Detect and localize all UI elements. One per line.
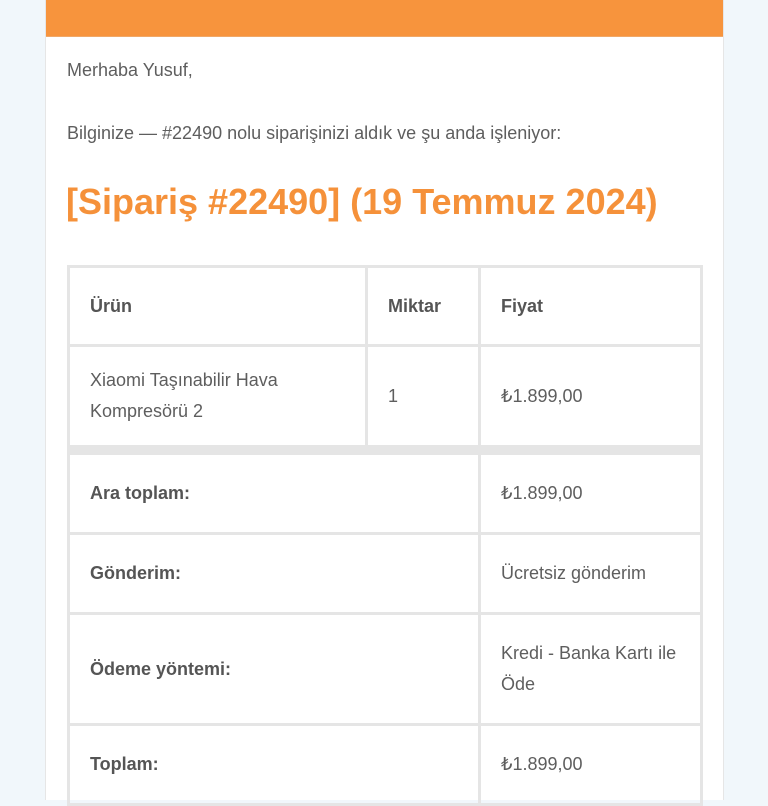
header-product: Ürün [69,267,367,346]
greeting-text: Merhaba Yusuf, [67,60,193,80]
total-row [69,725,702,805]
email-header-bar [46,0,723,37]
table-row [69,346,702,451]
header-quantity: Miktar [367,267,480,346]
payment-method-label: Ödeme yöntemi: [69,614,480,725]
payment-method-row [69,614,702,725]
item-product: Xiaomi Taşınabilir Hava Kompresörü 2 [69,346,367,451]
item-quantity: 1 [367,346,480,451]
total-value: ₺1.899,00 [480,725,702,805]
item-price: ₺1.899,00 [480,346,702,451]
subtotal-value: ₺1.899,00 [480,450,702,534]
intro-text: Bilginize — #22490 nolu siparişinizi aldık ve şu anda işleniyor: [67,123,562,143]
shipping-row [69,534,702,614]
table-header-row [69,267,702,346]
total-label: Toplam: [69,725,480,805]
order-details-table [67,265,703,806]
subtotal-row [69,450,702,534]
subtotal-label: Ara toplam: [69,450,480,534]
header-price: Fiyat [480,267,702,346]
shipping-label: Gönderim: [69,534,480,614]
payment-method-value: Kredi - Banka Kartı ile Öde [480,614,702,725]
shipping-value: Ücretsiz gönderim [480,534,702,614]
email-card [45,0,724,800]
order-title: [Sipariş #22490] (19 Temmuz 2024) [66,181,658,222]
